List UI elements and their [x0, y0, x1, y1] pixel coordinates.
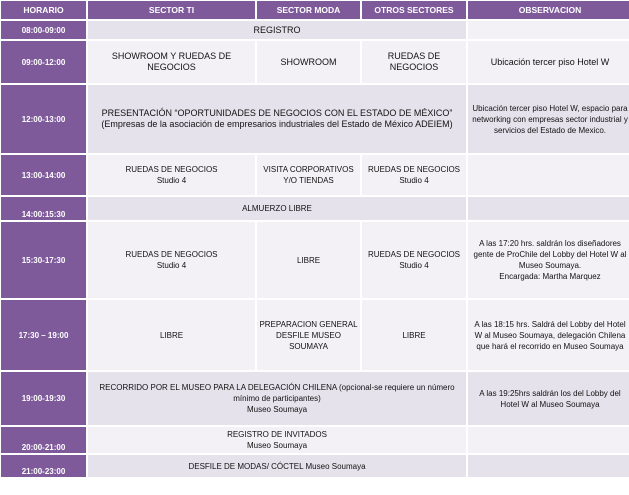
observation-cell: A las 19:25hrs saldrán los del Lobby del Hotel W al Museo Soumaya	[468, 372, 629, 425]
table-row	[1, 372, 629, 425]
table-row	[1, 197, 629, 220]
table-row	[1, 300, 629, 370]
sector-ti-cell: LIBRE	[88, 300, 255, 370]
otros-sectores-cell	[362, 155, 466, 195]
header-otros-sectores: OTROS SECTORES	[362, 1, 466, 19]
otros-sectores-cell: RUEDAS DE NEGOCIOS	[362, 41, 466, 83]
activity-label: RUEDAS DE NEGOCIOS	[125, 250, 218, 259]
registro-cell: REGISTRO	[88, 21, 466, 39]
activity-label: RUEDAS DE NEGOCIOS	[125, 165, 218, 174]
location-label: Museo Soumaya	[246, 405, 308, 414]
location-label: Studio 4	[399, 176, 429, 185]
sector-ti-cell	[88, 222, 255, 298]
table-row	[1, 85, 629, 153]
location-label: Studio 4	[156, 176, 187, 185]
presentation-cell	[88, 85, 466, 153]
time-cell: 08:00-09:00	[1, 21, 86, 39]
observation-cell	[468, 197, 629, 220]
time-cell: 15:30-17:30	[1, 222, 86, 298]
sector-moda-cell: PREPARACION GENERAL DESFILE MUSEO SOUMAYA	[257, 300, 360, 370]
observation-cell: Ubicación tercer piso Hotel W, espacio para networking con empresas sector industrial y servicios del Estado de Mexico.	[468, 85, 629, 153]
time-cell: 20:00-21:00	[1, 427, 86, 453]
desfile-cell: DESFILE DE MODAS/ CÓCTEL Museo Soumaya	[88, 455, 466, 477]
activity-label: RUEDAS DE NEGOCIOS	[367, 165, 460, 174]
contact-note: Encargada: Martha Marquez	[499, 272, 601, 281]
time-cell: 09:00-12:00	[1, 41, 86, 83]
observation-cell	[468, 427, 629, 453]
observation-cell: A las 18:15 hrs. Saldrá del Lobby del Hotel W al Museo Soumaya, delegación Chilena que hará el recorrido en Museo Soumaya	[468, 300, 629, 370]
header-sector-moda: SECTOR MODA	[257, 1, 360, 19]
table-row	[1, 455, 629, 477]
presentation-subtitle: (Empresas de la asociación de empresarios industriales del Estado de México ADEIEM)	[101, 119, 453, 129]
table-row	[1, 155, 629, 195]
time-cell: 21:00-23:00	[1, 455, 86, 477]
observation-cell: Ubicación tercer piso Hotel W	[468, 41, 629, 83]
observation-cell	[468, 21, 629, 39]
table-row	[1, 427, 629, 453]
time-cell: 14:00:15:30	[1, 197, 86, 220]
observation-cell	[468, 155, 629, 195]
activity-label: REGISTRO DE INVITADOS	[227, 430, 327, 439]
header-row	[1, 1, 629, 19]
recorrido-cell	[88, 372, 466, 425]
registro-invitados-cell	[88, 427, 466, 453]
sector-ti-cell	[88, 155, 255, 195]
observation-cell	[468, 222, 629, 298]
table-row	[1, 41, 629, 83]
location-label: Studio 4	[156, 261, 187, 270]
time-cell: 19:00-19:30	[1, 372, 86, 425]
sector-ti-cell: SHOWROOM Y RUEDAS DE NEGOCIOS	[88, 41, 255, 83]
time-cell: 17:30 – 19:00	[1, 300, 86, 370]
sector-moda-cell: SHOWROOM	[257, 41, 360, 83]
location-label: Museo Soumaya	[246, 441, 308, 450]
sector-moda-cell: LIBRE	[257, 222, 360, 298]
sector-moda-cell: VISITA CORPORATIVOS Y/O TIENDAS	[257, 155, 360, 195]
departure-note: A las 17:20 hrs. saldrán los diseñadores gente de ProChile del Lobby del Hotel W al Museo Soumaya.	[473, 239, 627, 270]
table-row	[1, 21, 629, 39]
header-observacion: OBSERVACION	[468, 1, 629, 19]
location-label: Studio 4	[399, 261, 429, 270]
table-row	[1, 222, 629, 298]
header-sector-ti: SECTOR TI	[88, 1, 255, 19]
otros-sectores-cell: LIBRE	[362, 300, 466, 370]
activity-label: RUEDAS DE NEGOCIOS	[367, 250, 460, 259]
header-horario: HORARIO	[1, 1, 86, 19]
almuerzo-cell: ALMUERZO LIBRE	[88, 197, 466, 220]
otros-sectores-cell	[362, 222, 466, 298]
observation-cell	[468, 455, 629, 477]
presentation-title: PRESENTACIÓN “OPORTUNIDADES DE NEGOCIOS CON EL ESTADO DE MÉXICO”	[101, 108, 453, 118]
time-cell: 12:00-13:00	[1, 85, 86, 153]
time-cell: 13:00-14:00	[1, 155, 86, 195]
tour-description: RECORRIDO POR EL MUSEO PARA LA DELEGACIÓN CHILENA (opcional-se requiere un número mínimo de participantes)	[99, 383, 455, 403]
